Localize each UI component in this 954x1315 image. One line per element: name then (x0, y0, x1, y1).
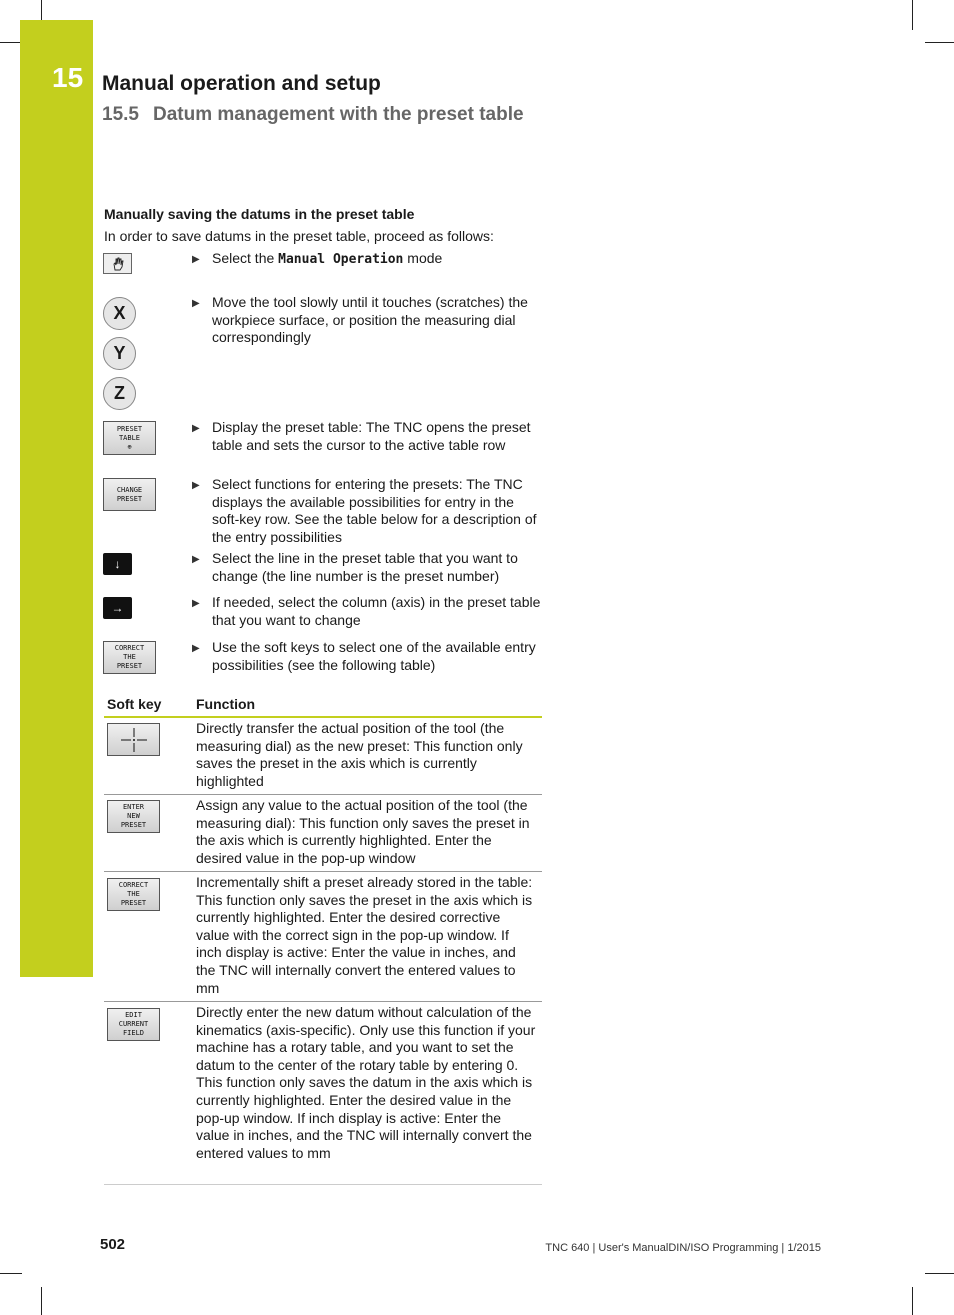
step-1 (192, 250, 542, 269)
step-text: Display the preset table: The TNC opens the preset table and sets the cursor to the active table row (212, 419, 531, 453)
step-text: Use the soft keys to select one of the available entry possibilities (see the following table) (212, 639, 536, 673)
footer-doc-info: TNC 640 | User's ManualDIN/ISO Programming | 1/2015 (545, 1242, 821, 1254)
arrow-right-key[interactable] (103, 597, 132, 619)
table-row-rule (104, 1001, 542, 1002)
softkey-label: CURRENT (118, 1020, 149, 1028)
mode-name: Manual Operation (278, 252, 404, 267)
softkey-label: PRESET (120, 821, 147, 829)
arrow-down-key[interactable] (103, 553, 132, 575)
softkey-label: CHANGE (116, 485, 143, 494)
correct-the-preset-softkey[interactable] (107, 878, 160, 911)
arrow-down-icon: ↓ (114, 557, 121, 571)
crop-mark (0, 42, 22, 43)
bullet-arrow-icon: ▶ (192, 598, 200, 609)
table-cell-function: Assign any value to the actual position of the tool (the measuring dial): This function only saves the preset in the axis which is currently highlighted. Enter the desired value in the pop-up window (196, 797, 530, 866)
arrow-right-icon: → (111, 601, 124, 615)
chapter-sidebar (20, 20, 93, 977)
manual-operation-key[interactable] (103, 253, 132, 274)
step-5 (192, 550, 542, 585)
table-cell-function: Directly enter the new datum without calculation of the kinematics (axis-specific). Only use this function if your machine has a rotary table, and you want to set the datum to the center of the rotary table by entering 0. This function only saves the datum in the axis which is currently highlighted. Enter the desired value in the pop-up window. If inch display is active: Enter the value in inches, and the TNC will internally convert the entered values to mm (196, 1004, 536, 1161)
intro-text: In order to save datums in the preset table, proceed as follows: (104, 228, 494, 244)
softkey-label: PRESET (116, 662, 143, 670)
page-number: 502 (100, 1236, 126, 1253)
step-7 (192, 639, 542, 674)
softkey-label: THE (127, 890, 140, 898)
section-number: 15.5 (102, 104, 139, 125)
subsection-heading: Manually saving the datums in the preset table (104, 206, 415, 222)
axis-key-z[interactable]: Z (103, 377, 136, 410)
softkey-label: PRESET (116, 424, 143, 433)
enter-new-preset-softkey[interactable] (107, 800, 160, 833)
crosshair-icon (119, 727, 149, 753)
edit-current-field-softkey[interactable] (107, 1008, 160, 1041)
section-title (102, 104, 524, 126)
bullet-arrow-icon: ▶ (192, 480, 200, 491)
softkey-label: CORRECT (118, 881, 149, 889)
axis-key-x[interactable]: X (103, 297, 136, 330)
section-title-text: Datum management with the preset table (152, 104, 524, 125)
table-cell-function: Incrementally shift a preset already stored in the table: This function only saves the preset in the axis which is currently highlighted. Enter the desired corrective value with the correct sign in the pop-up window. If inch display is active: Enter the value in inches, and the TNC will internally convert the entered values to mm (196, 874, 533, 996)
softkey-label: PRESET (116, 494, 143, 503)
softkey-label: THE (123, 653, 136, 661)
table-row-rule (104, 794, 542, 795)
bullet-arrow-icon: ▶ (192, 643, 200, 654)
crop-mark (41, 1287, 42, 1315)
table-header-rule (104, 716, 542, 718)
step-4 (192, 476, 542, 546)
softkey-label: NEW (127, 812, 140, 820)
step-text: mode (403, 250, 443, 266)
crop-mark (912, 1287, 913, 1315)
step-text: Select the (212, 250, 279, 266)
softkey-label: ENTER (122, 803, 145, 811)
axis-key-y[interactable]: Y (103, 337, 136, 370)
step-6 (192, 594, 542, 629)
chapter-number: 15 (52, 62, 84, 93)
bullet-arrow-icon: ▶ (192, 423, 200, 434)
step-2 (192, 294, 542, 347)
softkey-label: PRESET (120, 899, 147, 907)
crop-mark (912, 0, 913, 30)
softkey-label: CORRECT (114, 644, 145, 652)
bullet-arrow-icon: ▶ (192, 298, 200, 309)
step-text: If needed, select the column (axis) in the preset table that you want to change (212, 594, 541, 628)
bullet-arrow-icon: ▶ (192, 554, 200, 565)
actual-position-softkey[interactable] (107, 723, 160, 756)
crop-mark (925, 1273, 954, 1274)
step-text: Select the line in the preset table that you want to change (the line number is the preset number) (212, 550, 518, 584)
softkey-label: EDIT (125, 1011, 142, 1019)
softkey-label: TABLE (118, 433, 141, 442)
crop-mark (0, 1273, 22, 1274)
column-header-softkey: Soft key (107, 696, 162, 712)
table-row-rule (104, 871, 542, 872)
step-text: Move the tool slowly until it touches (scratches) the workpiece surface, or position the measuring dial correspondingly (212, 294, 528, 345)
bullet-arrow-icon: ▶ (192, 254, 200, 265)
step-3 (192, 419, 542, 454)
column-header-function: Function (196, 696, 256, 712)
preset-table-softkey[interactable] (103, 421, 156, 455)
softkey-label: ⊕ (127, 442, 132, 451)
chapter-title: Manual operation and setup (102, 72, 381, 95)
table-cell-function: Directly transfer the actual position of the tool (the measuring dial) as the new preset: This function only saves the preset in the axis which is currently highlighted (196, 720, 523, 789)
correct-the-preset-softkey[interactable] (103, 641, 156, 674)
crop-mark (925, 42, 954, 43)
hand-icon (111, 257, 125, 271)
change-preset-softkey[interactable] (103, 478, 156, 511)
table-row-rule (104, 1184, 542, 1185)
softkey-label: FIELD (122, 1029, 145, 1037)
step-text: Select functions for entering the presets: The TNC displays the available possibilities for entry in the soft-key row. See the table below for a description of the entry possibilities (212, 476, 537, 545)
crop-mark (41, 0, 42, 22)
